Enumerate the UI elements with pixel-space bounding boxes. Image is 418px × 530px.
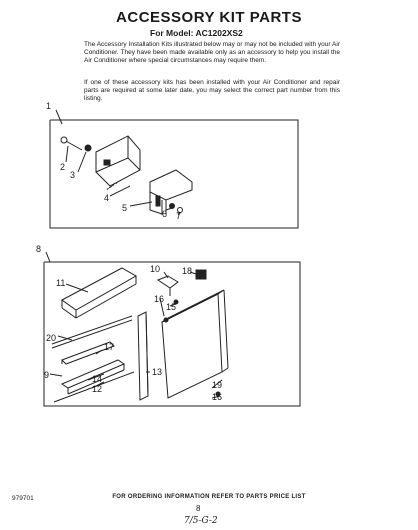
callout-20: 20	[46, 333, 57, 343]
callout-7: 7	[176, 211, 182, 221]
foam-pad	[196, 270, 206, 279]
top-channel	[62, 268, 136, 318]
vertical-post	[138, 312, 148, 400]
mounting-bracket	[96, 136, 140, 186]
document-number: 979701	[12, 495, 34, 502]
callout-10: 10	[150, 264, 161, 274]
model-number: For Model: AC1202XS2	[150, 28, 243, 38]
callout-8: 8	[36, 244, 42, 254]
callout-11: 11	[56, 278, 66, 288]
callout-9: 9	[44, 370, 50, 380]
callout-18: 18	[182, 266, 193, 276]
callout-14: 14	[92, 374, 103, 384]
bracket-small	[158, 276, 178, 296]
page-title: ACCESSORY KIT PARTS	[116, 9, 302, 26]
screw	[61, 137, 82, 150]
page-number: 8	[196, 504, 201, 513]
callout-17: 17	[104, 342, 115, 352]
side-strip	[52, 316, 132, 348]
washer	[85, 145, 91, 151]
callout-1: 1	[46, 101, 52, 111]
callout-16b: 16	[212, 392, 223, 402]
callout-15: 15	[166, 302, 177, 312]
callout-3: 3	[70, 170, 76, 180]
callout-16: 16	[154, 294, 165, 304]
handwritten-note: 7/5-G-2	[184, 516, 218, 526]
callout-13: 13	[152, 367, 163, 377]
callout-4: 4	[104, 193, 110, 203]
callout-2: 2	[60, 162, 66, 172]
callout-5: 5	[122, 203, 128, 213]
callout-19: 19	[212, 380, 223, 390]
callout-12: 12	[92, 384, 103, 394]
ordering-footer: FOR ORDERING INFORMATION REFER TO PARTS PRICE LIST	[112, 494, 306, 500]
callout-6: 6	[162, 209, 168, 219]
intro-paragraph: The Accessory Installation Kits illustrated below may or may not be included with your Air Conditioner. They have been made available only as an accessory to help you install the Air Conditioner where special circumstances may require them.	[84, 41, 340, 65]
instruction-paragraph: If one of these accessory kits has been installed with your Air Conditioner and repair parts are required at some later date, you may select the correct part number from this listing.	[84, 79, 340, 103]
